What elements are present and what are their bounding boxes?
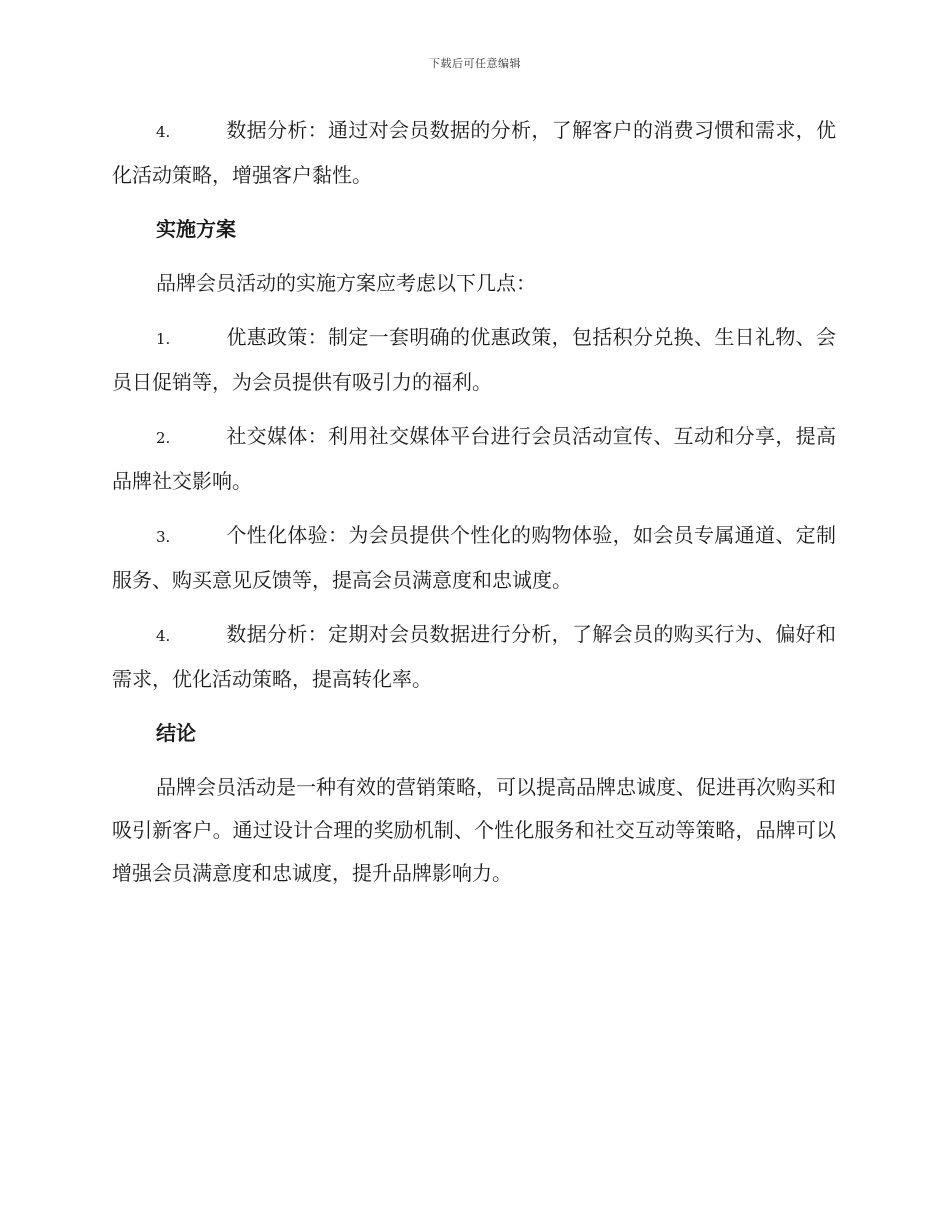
list-item-3 (112, 514, 836, 602)
list-number: 1. (156, 330, 171, 348)
page-header: 下载后可任意编辑 (429, 57, 521, 70)
list-text: 社交媒体：利用社交媒体平台进行会员活动宣传、互动和分享，提高品牌社交影响。 (112, 424, 836, 493)
list-number: 2. (156, 429, 171, 447)
list-item-2 (112, 415, 836, 503)
conclusion-paragraph: 品牌会员活动是一种有效的营销策略，可以提高品牌忠诚度、促进再次购买和吸引新客户。通过设计合理的奖励机制、个性化服务和社交互动等策略，品牌可以增强会员满意度和忠诚度，提升品牌影响力。 (112, 775, 836, 885)
list-text: 数据分析：通过对会员数据的分析，了解客户的消费习惯和需求，优化活动策略，增强客户黏性。 (112, 118, 836, 187)
list-text: 个性化体验：为会员提供个性化的购物体验，如会员专属通道、定制服务、购买意见反馈等，提高会员满意度和忠诚度。 (112, 523, 836, 592)
list-number: 4. (156, 627, 171, 645)
section-heading-implementation: 实施方案 (156, 217, 236, 241)
section-heading-conclusion: 结论 (156, 721, 196, 745)
list-number: 3. (156, 528, 171, 546)
implementation-intro: 品牌会员活动的实施方案应考虑以下几点： (156, 271, 536, 295)
list-text: 数据分析：定期对会员数据进行分析，了解会员的购买行为、偏好和需求，优化活动策略，提高转化率。 (112, 622, 836, 691)
list-item-prev-4 (112, 109, 836, 197)
list-item-1 (112, 316, 836, 404)
document-body (112, 109, 836, 906)
list-number: 4. (156, 123, 171, 141)
list-item-4 (112, 613, 836, 701)
list-text: 优惠政策：制定一套明确的优惠政策，包括积分兑换、生日礼物、会员日促销等，为会员提供有吸引力的福利。 (112, 325, 836, 394)
